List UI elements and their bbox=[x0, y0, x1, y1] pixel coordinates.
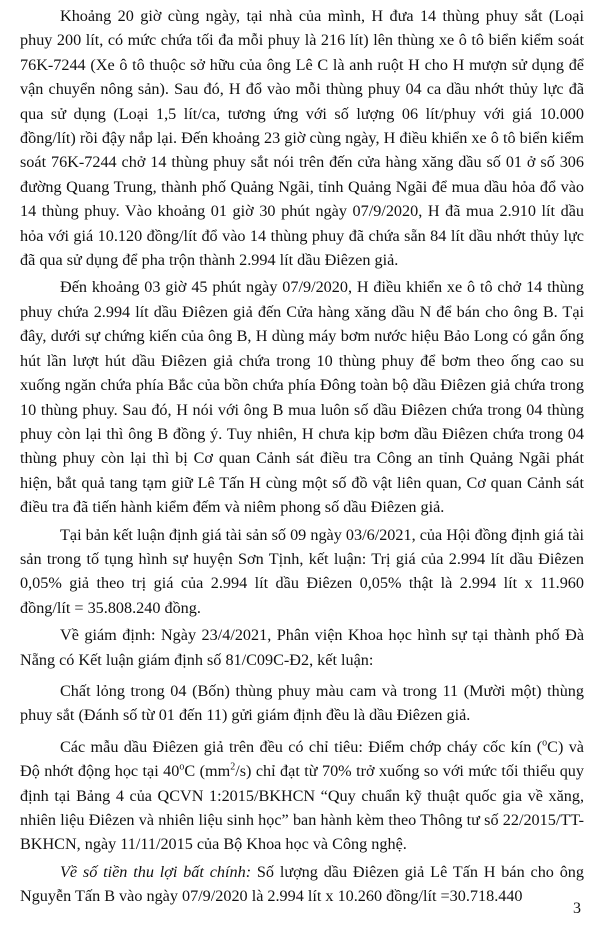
quality-text-part-3: C (mm bbox=[184, 762, 231, 781]
paragraph-quality-indicators bbox=[20, 735, 584, 857]
paragraph-forensic-assessment: Về giám định: Ngày 23/4/2021, Phân viện Khoa học hình sự tại thành phố Đà Nẵng có Kết luận giám định số 81/C09C-Đ2, kết luận: bbox=[20, 626, 584, 669]
paragraph-valuation: Tại bản kết luận định giá tài sản số 09 ngày 03/6/2021, của Hội đồng định giá tài sản trong tố tụng hình sự huyện Sơn Tịnh, kết luận: Trị giá của 2.994 lít dầu Điêzen 0,05% giả theo trị giá của 2.994 lít dầu Điêzen 0,05% thật là 2.994 lít x 11.960 đồng/lít = 35.808.240 đồng. bbox=[20, 525, 584, 617]
quality-text-part-4: /s) chỉ đạt từ 70% trở xuống so với mức tối thiểu quy định tại Bảng 4 của QCVN 1:2015/BKHCN “Quy chuẩn kỹ thuật quốc gia về xăng, nhiên liệu Điêzen và nhiên liệu sinh học” ban hành kèm theo Thông tư số 22/2015/TT-BKHCN, ngày 11/11/2015 của Bộ Khoa học và Công nghệ. bbox=[20, 762, 584, 854]
illegal-profit-heading: Về số tiền thu lợi bất chính: bbox=[60, 862, 252, 881]
degree-superscript: o bbox=[542, 737, 548, 749]
quality-text-part-1: Các mẫu dầu Điêzen giả trên đều có chỉ tiêu: Điểm chớp cháy cốc kín ( bbox=[60, 737, 543, 756]
squared-superscript: 2 bbox=[230, 761, 236, 773]
degree-superscript: o bbox=[179, 761, 185, 773]
paragraph-diesel-sale: Đến khoảng 03 giờ 45 phút ngày 07/9/2020, H điều khiển xe ô tô chở 14 thùng phuy chứa 2.994 lít dầu Điêzen giả đến Cửa hàng xăng dầu N để bán cho ông B. Tại đây, dưới sự chứng kiến của ông B, H dùng máy bơm nước hiệu Bảo Long có gắn ống hút lần lượt hút dầu Điêzen giả chứa trong 10 thùng phuy để bơm theo ống cao su xuống ngăn chứa phía Bắc của bồn chứa phía Đông toàn bộ dầu Điêzen giả chứa trong 10 thùng phuy. Sau đó, H nói với ông B mua luôn số dầu Điêzen chứa trong 04 thùng phuy còn lại thì ông B đồng ý. Tuy nhiên, H chưa kịp bơm dầu Điêzen chứa trong 04 thùng phuy còn lại thì bị Cơ quan Cảnh sát điều tra Công an tỉnh Quảng Ngãi phát hiện, bắt quả tang tạm giữ Lê Tấn H cùng một số đồ vật liên quan, Cơ quan Cảnh sát điều tra đã tiến hành kiểm đếm và niêm phong số dầu Điêzen giả. bbox=[20, 278, 584, 517]
paragraph-drum-preparation: Khoảng 20 giờ cùng ngày, tại nhà của mình, H đưa 14 thùng phuy sắt (Loại phuy 200 lít, có mức chứa tối đa mỗi phuy là 216 lít) lên thùng xe ô tô biển kiểm soát 76K-7244 (Xe ô tô thuộc sở hữu của ông Lê C là anh ruột H cho H mượn sử dụng để vận chuyển nông sản). Sau đó, H đổ vào mỗi thùng phuy 04 ca dầu nhớt thủy lực đã qua sử dụng (Loại 1,5 lít/ca, tương ứng với số lượng 06 lít/phuy với giá 10.000 đồng/lít) rồi đậy nắp lại. Đến khoảng 23 giờ cùng ngày, H điều khiển xe ô tô biển kiểm soát 76K-7244 chở 14 thùng phuy sắt nói trên đến cửa hàng xăng dầu số 01 ở số 306 đường Quang Trung, thành phố Quảng Ngãi, tỉnh Quảng Ngãi để mua dầu hỏa đổ vào 14 thùng phuy. Vào khoảng 01 giờ 30 phút ngày 07/9/2020, H đã mua 2.910 lít dầu hỏa với giá 10.120 đồng/lít đổ vào 14 thùng phuy đã chứa sẵn 84 lít dầu nhớt thủy lực đã qua sử dụng để pha trộn thành 2.994 lít dầu Điêzen giả. bbox=[20, 7, 584, 270]
paragraph-illegal-profit bbox=[20, 860, 584, 909]
illegal-profit-text: Số lượng dầu Điêzen giả Lê Tấn H bán cho ông Nguyễn Tấn B vào ngày 07/9/2020 là 2.994 lít x 10.260 đồng/lít =30.718.440 bbox=[20, 862, 584, 906]
paragraph-liquid-conclusion: Chất lỏng trong 04 (Bốn) thùng phuy màu cam và trong 11 (Mười một) thùng phuy sắt (Đánh số từ 01 đến 11) gửi giám định đều là dầu Điêzen giả. bbox=[20, 681, 584, 725]
quality-text-part-2: C) và Độ nhớt động học tại 40 bbox=[20, 737, 584, 781]
document-page bbox=[20, 4, 584, 909]
page-number: 3 bbox=[573, 900, 581, 917]
